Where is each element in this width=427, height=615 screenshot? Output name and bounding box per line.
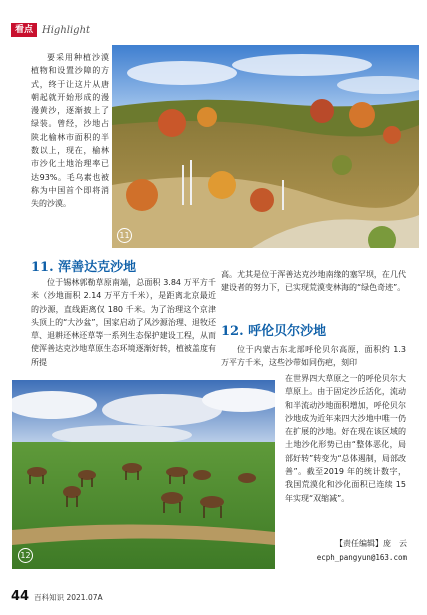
- column-highlight-label: Highlight: [42, 24, 91, 36]
- column-badge: 看点: [11, 23, 37, 37]
- responsible-editor: 【责任编辑】庞 云: [335, 539, 407, 548]
- intro-paragraph: 要采用种植沙漠植物和设置沙障的方式，终于让这片从唐朝起就开始形成的漫漫黄沙，逐渐披上了绿装。曾经，沙地占陕北榆林市面积的半数以上，现在，榆林市沙化土地治理率已达93%。毛乌素也被称为中国首个即将消失的沙漠。: [31, 53, 109, 209]
- section11-paragraph: 位于锡林郭勒草原南端，总面积 3.84 万平方千米（沙地面积 2.14 万平方千米），是距离北京最近的沙源，直线距离仅 180 千米。为了治理这个京津头顶上的“大沙盆”，国家启动了风沙源治理、退牧还草、退耕还林还草等一系列生态保护建设工程，从而使浑善达克沙地草原生态环境逐渐好转，植被盖度有所提: [31, 278, 216, 367]
- section11-paragraph-continued: 高。尤其是位于浑善达克沙地南缘的塞罕坝，在几代建设者的努力下，已实现荒漠变林海的“绿色奇迹”。: [221, 270, 406, 293]
- section-title-hulunbuir: 12. 呼伦贝尔沙地: [221, 324, 327, 339]
- editor-email: ecph_pangyun@163.com: [316, 553, 407, 562]
- page-footer: [11, 589, 103, 604]
- column-header: [11, 22, 90, 38]
- photo-number-badge: 12: [18, 548, 33, 563]
- section12-paragraph-top: 位于内蒙古东北部呼伦贝尔高原，面积约 1.3 万平方千米，这些沙带如同伤疤，刻印: [221, 345, 406, 368]
- page-number: 44: [11, 589, 30, 604]
- section12-paragraph-side: 在世界四大草原之一的呼伦贝尔大草原上。由于固定沙丘活化，流动和半流动沙地面积增加，呼伦贝尔沙地成为近年来四大沙地中唯一仍在扩展的沙地。好在现在该区域的土地沙化形势已由“整体恶化，局部好转”转变为“总体遏制，局部改善”。截至2019 年的统计数字，我国荒漠化和沙化面积已连续 15 年实现“双缩减”。: [285, 374, 406, 503]
- photo-autumn-sandland: [112, 45, 419, 248]
- photo-number-badge: 11: [117, 228, 132, 243]
- photo-horses-grassland: [12, 380, 275, 569]
- grassland-horses-image: [12, 380, 275, 569]
- autumn-landscape-image: [112, 45, 419, 248]
- section-title-hunshandake: 11. 浑善达克沙地: [31, 260, 137, 275]
- journal-issue: 百科知识 2021.07A: [34, 593, 103, 602]
